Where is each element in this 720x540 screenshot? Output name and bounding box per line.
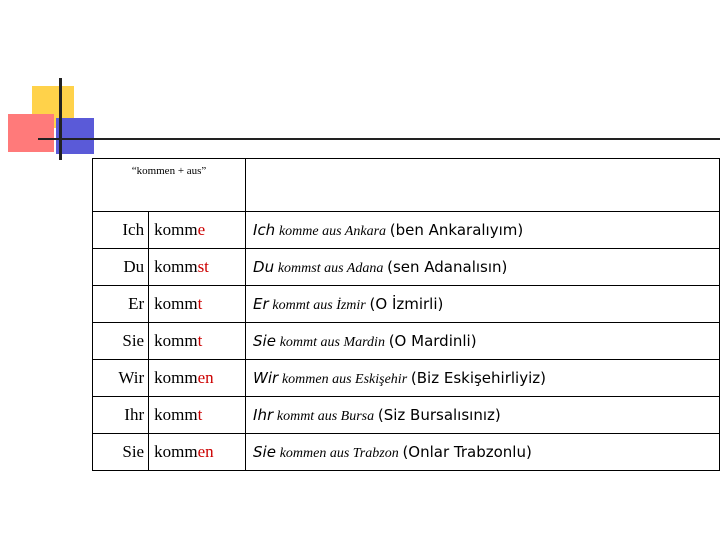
verb-ending: e [197, 220, 206, 239]
sentence-cell [246, 286, 720, 323]
verb-cell [149, 323, 246, 360]
verb-ending: en [197, 368, 214, 387]
verb-cell [149, 286, 246, 323]
decor-red-square [8, 114, 54, 152]
table-row [93, 249, 720, 286]
pronoun-cell: Wir [93, 360, 149, 397]
verb-ending: t [197, 331, 203, 350]
sentence-cell [246, 249, 720, 286]
sentence-cell [246, 323, 720, 360]
sentence-cell [246, 397, 720, 434]
verb-ending: st [197, 257, 209, 276]
verb-cell [149, 397, 246, 434]
pronoun-cell: Ihr [93, 397, 149, 434]
verb-cell [149, 360, 246, 397]
sentence-middle: kommen aus Trabzon [279, 445, 399, 461]
table-title: “kommen + aus” [93, 159, 246, 212]
table-row [93, 434, 720, 471]
sentence-cell [246, 434, 720, 471]
sentence-translation: (O İzmirli) [369, 294, 444, 313]
sentence-translation: (ben Ankaralıyım) [389, 220, 524, 239]
pronoun-cell: Er [93, 286, 149, 323]
table-header-row [93, 159, 720, 212]
verb-stem: komm [154, 294, 198, 313]
pronoun-cell: Ich [93, 212, 149, 249]
verb-stem: komm [154, 220, 198, 239]
sentence-translation: (Siz Bursalısınız) [377, 405, 501, 424]
sentence-translation: (Biz Eskişehirliyiz) [410, 368, 546, 387]
verb-ending: en [197, 442, 214, 461]
table-header-empty-cell [246, 159, 720, 212]
verb-stem: komm [154, 257, 198, 276]
sentence-middle: kommen aus Eskişehir [281, 371, 408, 387]
sentence-middle: kommst aus Adana [277, 260, 384, 276]
sentence-cell [246, 212, 720, 249]
sentence-cell [246, 360, 720, 397]
verb-stem: komm [154, 405, 198, 424]
pronoun-cell: Sie [93, 434, 149, 471]
sentence-middle: kommt aus İzmir [272, 297, 366, 313]
sentence-subject: Er [253, 294, 269, 313]
table-row [93, 212, 720, 249]
table-row [93, 286, 720, 323]
verb-stem: komm [154, 442, 198, 461]
verb-stem: komm [154, 331, 198, 350]
verb-cell [149, 249, 246, 286]
pronoun-cell: Sie [93, 323, 149, 360]
conjugation-table [92, 158, 720, 471]
sentence-subject: Sie [253, 331, 276, 350]
sentence-subject: Ich [253, 220, 276, 239]
verb-stem: komm [154, 368, 198, 387]
sentence-subject: Du [253, 257, 275, 276]
sentence-translation: (O Mardinli) [388, 331, 477, 350]
sentence-translation: (sen Adanalısın) [387, 257, 508, 276]
table-row [93, 360, 720, 397]
table-row [93, 323, 720, 360]
pronoun-cell: Du [93, 249, 149, 286]
sentence-subject: Wir [253, 368, 279, 387]
verb-cell [149, 434, 246, 471]
sentence-translation: (Onlar Trabzonlu) [402, 442, 532, 461]
verb-cell [149, 212, 246, 249]
verb-ending: t [197, 294, 203, 313]
verb-ending: t [197, 405, 203, 424]
sentence-middle: kommt aus Bursa [276, 408, 375, 424]
decor-horizontal-line [38, 138, 720, 140]
sentence-middle: kommt aus Mardin [279, 334, 385, 350]
decor-vertical-line [59, 78, 62, 160]
sentence-subject: Ihr [253, 405, 274, 424]
table-row [93, 397, 720, 434]
sentence-subject: Sie [253, 442, 276, 461]
sentence-middle: komme aus Ankara [278, 223, 387, 239]
